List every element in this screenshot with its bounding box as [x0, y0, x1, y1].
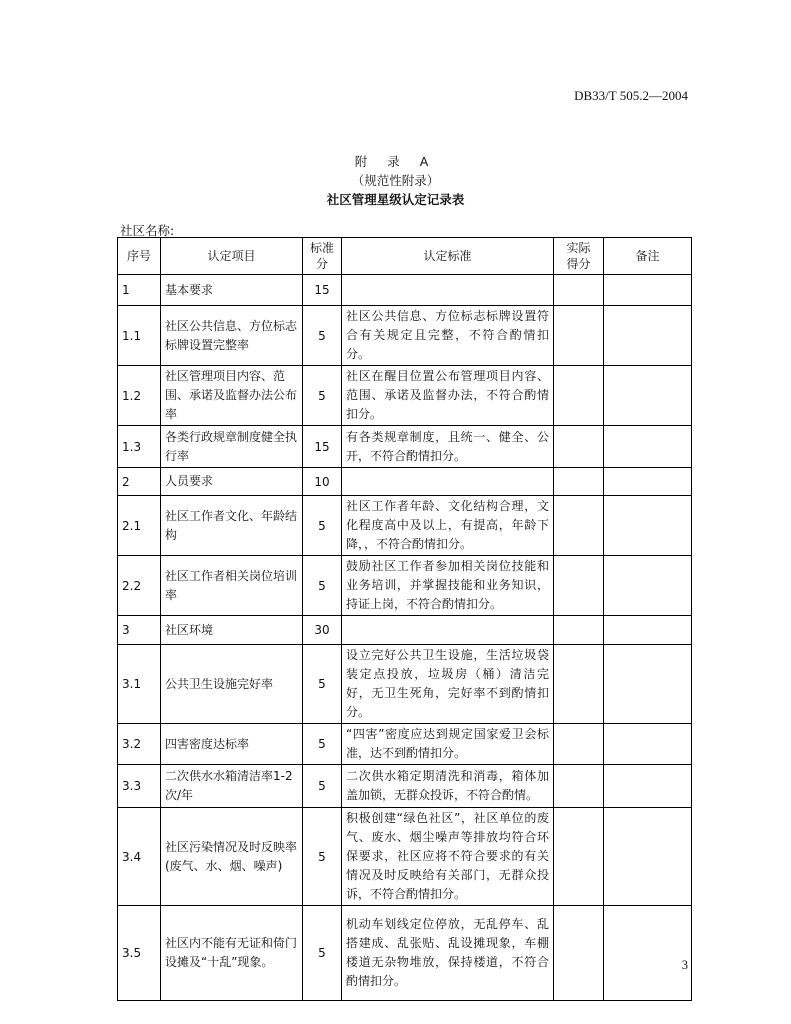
row-criteria	[342, 468, 554, 496]
row-item: 二次供水水箱清洁率1-2次/年	[161, 765, 303, 808]
row-item: 社区内不能有无证和倚门设摊及“十乱”现象。	[161, 906, 303, 1001]
row-remark	[604, 765, 692, 808]
row-score: 5	[303, 366, 342, 426]
row-item: 社区工作者文化、年龄结构	[161, 496, 303, 556]
table-row	[118, 616, 692, 645]
table-row	[118, 366, 692, 426]
row-actual-score	[554, 275, 604, 306]
table-row	[118, 275, 692, 306]
row-remark	[604, 616, 692, 645]
table-row	[118, 426, 692, 468]
row-score: 15	[303, 426, 342, 468]
row-item: 四害密度达标率	[161, 724, 303, 765]
row-remark	[604, 556, 692, 616]
row-no: 3.4	[118, 808, 161, 906]
row-remark	[604, 724, 692, 765]
row-actual-score	[554, 724, 604, 765]
row-no: 1.2	[118, 366, 161, 426]
row-item: 公共卫生设施完好率	[161, 645, 303, 724]
row-score: 5	[303, 496, 342, 556]
community-name-label: 社区名称:	[120, 223, 175, 238]
row-no: 3.1	[118, 645, 161, 724]
row-score: 15	[303, 275, 342, 306]
row-remark	[604, 306, 692, 366]
header-criteria: 认定标准	[342, 238, 554, 275]
header-item: 认定项目	[161, 238, 303, 275]
row-actual-score	[554, 496, 604, 556]
row-criteria: “四害”密度应达到规定国家爱卫会标准，达不到酌情扣分。	[342, 724, 554, 765]
row-no: 2.2	[118, 556, 161, 616]
row-criteria: 有各类规章制度，且统一、健全、公开，不符合酌情扣分。	[342, 426, 554, 468]
row-actual-score	[554, 765, 604, 808]
table-row	[118, 724, 692, 765]
table-row	[118, 556, 692, 616]
header-no: 序号	[118, 238, 161, 275]
table-header-row	[118, 238, 692, 275]
row-remark	[604, 496, 692, 556]
row-score: 5	[303, 556, 342, 616]
row-item: 社区环境	[161, 616, 303, 645]
record-table	[117, 237, 692, 1001]
table-row	[118, 645, 692, 724]
table-title: 社区管理星级认定记录表	[326, 192, 465, 207]
row-criteria: 社区工作者年龄、文化结构合理，文化程度高中及以上，有提高，年龄下降，，不符合酌情扣分。	[342, 496, 554, 556]
row-actual-score	[554, 556, 604, 616]
row-actual-score	[554, 468, 604, 496]
row-score: 30	[303, 616, 342, 645]
row-item: 人员要求	[161, 468, 303, 496]
row-no: 2.1	[118, 496, 161, 556]
row-score: 5	[303, 765, 342, 808]
row-no: 3.5	[118, 906, 161, 1001]
row-score: 10	[303, 468, 342, 496]
row-actual-score	[554, 426, 604, 468]
row-no: 2	[118, 468, 161, 496]
table-row	[118, 468, 692, 496]
header-actual-score: 实际 得分	[554, 238, 604, 275]
row-no: 3	[118, 616, 161, 645]
row-criteria: 社区公共信息、方位标志标牌设置符合有关规定且完整，不符合酌情扣分。	[342, 306, 554, 366]
row-remark	[604, 645, 692, 724]
row-criteria: 二次供水箱定期清洗和消毒，箱体加盖加锁，无群众投诉，不符合酌情。	[342, 765, 554, 808]
row-no: 1	[118, 275, 161, 306]
row-criteria: 社区在醒目位置公布管理项目内容、范围、承诺及监督办法，不符合酌情扣分。	[342, 366, 554, 426]
row-criteria: 设立完好公共卫生设施，生活垃圾袋装定点投放，垃圾房（桶）清洁完好，无卫生死角，完好率不到酌情扣分。	[342, 645, 554, 724]
row-score: 5	[303, 724, 342, 765]
row-score: 5	[303, 808, 342, 906]
row-criteria: 积极创建“绿色社区”，社区单位的废气、废水、烟尘噪声等排放均符合环保要求，社区应将不符合要求的有关情况及时反映给有关部门，无群众投诉，不符合酌情扣分。	[342, 808, 554, 906]
row-criteria: 机动车划线定位停放，无乱停车、乱搭建成、乱张贴、乱设摊现象，车棚楼道无杂物堆放，保持楼道，不符合酌情扣分。	[342, 906, 554, 1001]
row-score: 5	[303, 906, 342, 1001]
normative-label: （规范性附录）	[351, 173, 440, 188]
row-remark	[604, 808, 692, 906]
document-code: DB33/T 505.2—2004	[574, 88, 688, 103]
row-criteria	[342, 616, 554, 645]
row-item: 社区污染情况及时反映率(废气、水、烟、噪声)	[161, 808, 303, 906]
row-actual-score	[554, 616, 604, 645]
row-no: 3.2	[118, 724, 161, 765]
row-remark	[604, 468, 692, 496]
appendix-title: 附 录 A	[354, 154, 437, 169]
row-remark	[604, 366, 692, 426]
row-score: 5	[303, 645, 342, 724]
row-actual-score	[554, 306, 604, 366]
row-item: 社区公共信息、方位标志标牌设置完整率	[161, 306, 303, 366]
row-item: 基本要求	[161, 275, 303, 306]
row-remark	[604, 906, 692, 1001]
row-item: 社区管理项目内容、范围、承诺及监督办法公布率	[161, 366, 303, 426]
row-score: 5	[303, 306, 342, 366]
page-number: 3	[681, 958, 688, 972]
row-criteria: 鼓励社区工作者参加相关岗位技能和业务培训，并掌握技能和业务知识，持证上岗，不符合酌情扣分。	[342, 556, 554, 616]
row-actual-score	[554, 906, 604, 1001]
table-row	[118, 306, 692, 366]
row-actual-score	[554, 808, 604, 906]
row-no: 1.1	[118, 306, 161, 366]
header-remark: 备注	[604, 238, 692, 275]
row-actual-score	[554, 366, 604, 426]
table-row	[118, 496, 692, 556]
row-item: 社区工作者相关岗位培训率	[161, 556, 303, 616]
row-no: 1.3	[118, 426, 161, 468]
row-remark	[604, 275, 692, 306]
table-row	[118, 906, 692, 1001]
row-no: 3.3	[118, 765, 161, 808]
row-item: 各类行政规章制度健全执行率	[161, 426, 303, 468]
row-actual-score	[554, 645, 604, 724]
row-criteria	[342, 275, 554, 306]
row-remark	[604, 426, 692, 468]
header-score: 标准 分	[303, 238, 342, 275]
title-block	[0, 152, 791, 209]
table-row	[118, 765, 692, 808]
table-row	[118, 808, 692, 906]
